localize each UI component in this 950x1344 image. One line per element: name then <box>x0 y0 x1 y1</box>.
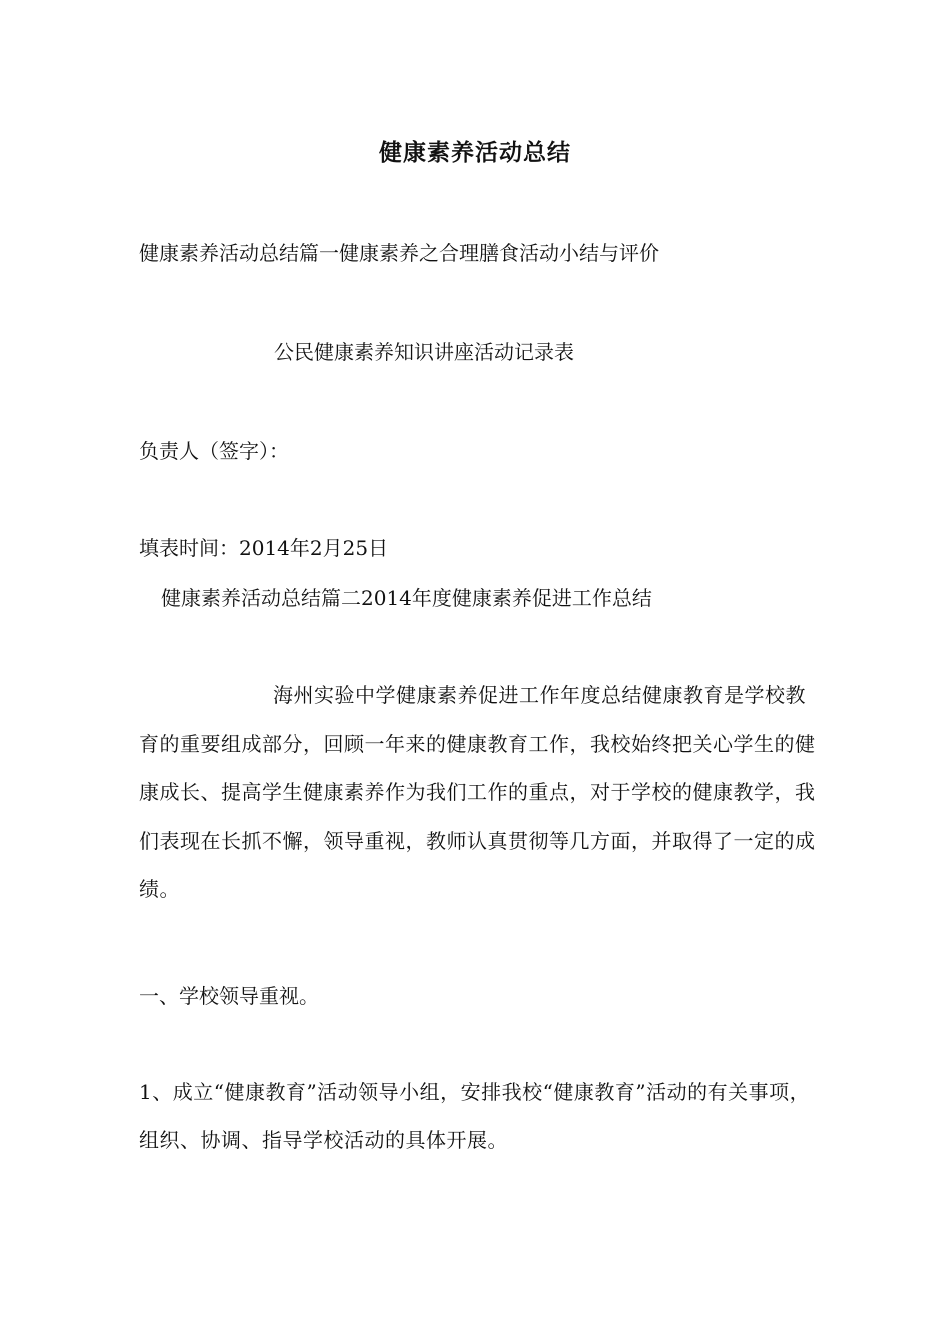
table-title: 公民健康素养知识讲座活动记录表 <box>274 340 574 364</box>
part1-heading: 健康素养活动总结篇一健康素养之合理膳食活动小结与评价 <box>139 241 659 265</box>
intro-paragraph: 海州实验中学健康素养促进工作年度总结健康教育是学校教育的重要组成部分，回顾一年来的健康教育工作，我校始终把关心学生的健康成长、提高学生健康素养作为我们工作的重点，对于学校的健康教学，我们表现在长抓不懈，领导重视，教师认真贯彻等几方面，并取得了一定的成绩。 <box>139 683 816 901</box>
section1-item-1: 1、成立“健康教育”活动领导小组，安排我校“健康教育”活动的有关事项，组织、协调、指导学校活动的具体开展。 <box>139 1080 811 1152</box>
section1-heading: 一、学校领导重视。 <box>139 984 319 1008</box>
part2-heading: 健康素养活动总结篇二2014年度健康素养促进工作总结 <box>161 586 652 610</box>
responsible-signature-label: 负责人（签字）： <box>139 439 289 463</box>
document-title: 健康素养活动总结 <box>379 139 571 166</box>
fill-date: 填表时间：2014年2月25日 <box>139 536 389 560</box>
